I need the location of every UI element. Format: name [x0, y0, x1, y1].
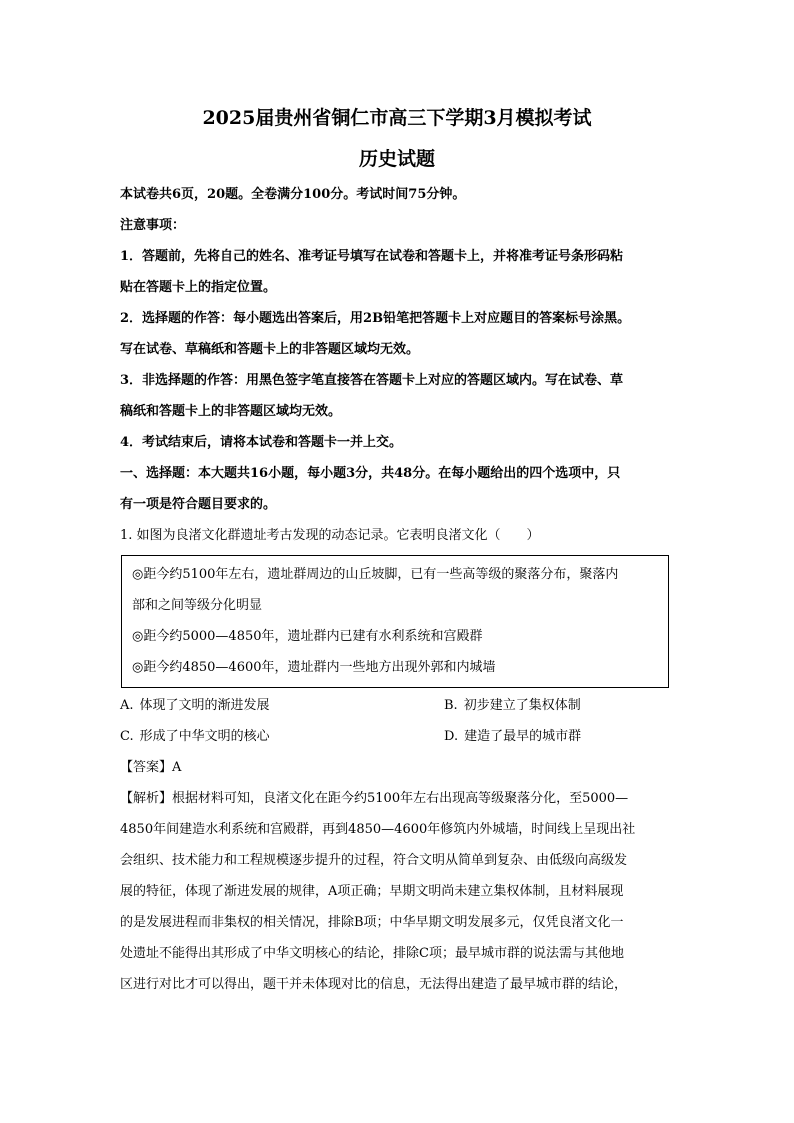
option-a-letter: A.	[120, 698, 134, 713]
option-a-text: 体现了文明的渐进发展	[139, 698, 270, 713]
option-d-text: 建造了最早的城市群	[464, 729, 582, 744]
analysis-line: 会组织、技术能力和工程规模逐步提升的过程，符合文明从简单到复杂、由低级向高级发	[120, 853, 628, 868]
answer-line: 【答案】A	[120, 760, 182, 775]
option-a	[120, 697, 270, 715]
analysis-line: 处遗址不能得出其形成了中华文明核心的结论，排除C项；最早城市群的说法需与其他地	[120, 946, 624, 961]
notice-line: 写在试卷、草稿纸和答题卡上的非答题区域均无效。	[120, 342, 420, 357]
option-b-letter: B.	[444, 698, 458, 713]
analysis-line: 的是发展进程而非集权的相关情况，排除B项；中华早期文明发展多元，仅凭良渚文化一	[120, 915, 624, 930]
material-box	[121, 555, 669, 688]
option-c	[120, 728, 270, 746]
notice-heading: 注意事项：	[120, 218, 186, 233]
analysis-line: 区进行对比才可以得出，题干并未体现对比的信息，无法得出建造了最早城市群的结论，	[120, 977, 628, 992]
section-heading: 一、选择题：本大题共16小题，每小题3分，共48分。在每小题给出的四个选项中，只	[120, 466, 621, 481]
option-c-text: 形成了中华文明的核心	[139, 729, 270, 744]
notice-line: 稿纸和答题卡上的非答题区域均无效。	[120, 404, 342, 419]
material-line: ◎距今约4850—4600年，遗址群内一些地方出现外郭和内城墙	[132, 660, 496, 675]
notice-line: 4．考试结束后，请将本试卷和答题卡一并上交。	[120, 435, 403, 450]
exam-title: 2025届贵州省铜仁市高三下学期3月模拟考试	[202, 107, 592, 129]
option-d	[444, 728, 581, 746]
question-stem: 1. 如图为良渚文化群遗址考古发现的动态记录。它表明良渚文化（ ）	[120, 528, 540, 543]
exam-subject-title: 历史试题	[358, 148, 435, 170]
section-heading: 有一项是符合题目要求的。	[120, 497, 277, 512]
exam-info: 本试卷共6页，20题。全卷满分100分。考试时间75分钟。	[120, 187, 466, 202]
notice-line: 贴在答题卡上的指定位置。	[120, 280, 277, 295]
option-c-letter: C.	[120, 729, 134, 744]
material-line: ◎距今约5100年左右，遗址群周边的山丘坡脚，已有一些高等级的聚落分布，聚落内	[132, 567, 619, 582]
analysis-line: 【解析】根据材料可知，良渚文化在距今约5100年左右出现高等级聚落分化，至5000—	[120, 791, 629, 806]
notice-line: 2．选择题的作答：每小题选出答案后，用2B铅笔把答题卡上对应题目的答案标号涂黑。	[120, 311, 631, 326]
option-b-text: 初步建立了集权体制	[463, 698, 581, 713]
analysis-line: 4850年间建造水利系统和宫殿群，再到4850—4600年修筑内外城墙，时间线上呈现出社	[120, 822, 636, 837]
option-b	[444, 697, 581, 715]
notice-line: 1．答题前，先将自己的姓名、准考证号填写在试卷和答题卡上，并将准考证号条形码粘	[120, 249, 624, 264]
material-line: ◎距今约5000—4850年，遗址群内已建有水利系统和宫殿群	[132, 629, 483, 644]
analysis-line: 展的特征，体现了渐进发展的规律，A项正确；早期文明尚未建立集权体制，且材料展现	[120, 884, 624, 899]
material-line: 部和之间等级分化明显	[132, 598, 263, 613]
notice-line: 3．非选择题的作答：用黑色签字笔直接答在答题卡上对应的答题区域内。写在试卷、草	[120, 373, 624, 388]
option-d-letter: D.	[444, 729, 459, 744]
